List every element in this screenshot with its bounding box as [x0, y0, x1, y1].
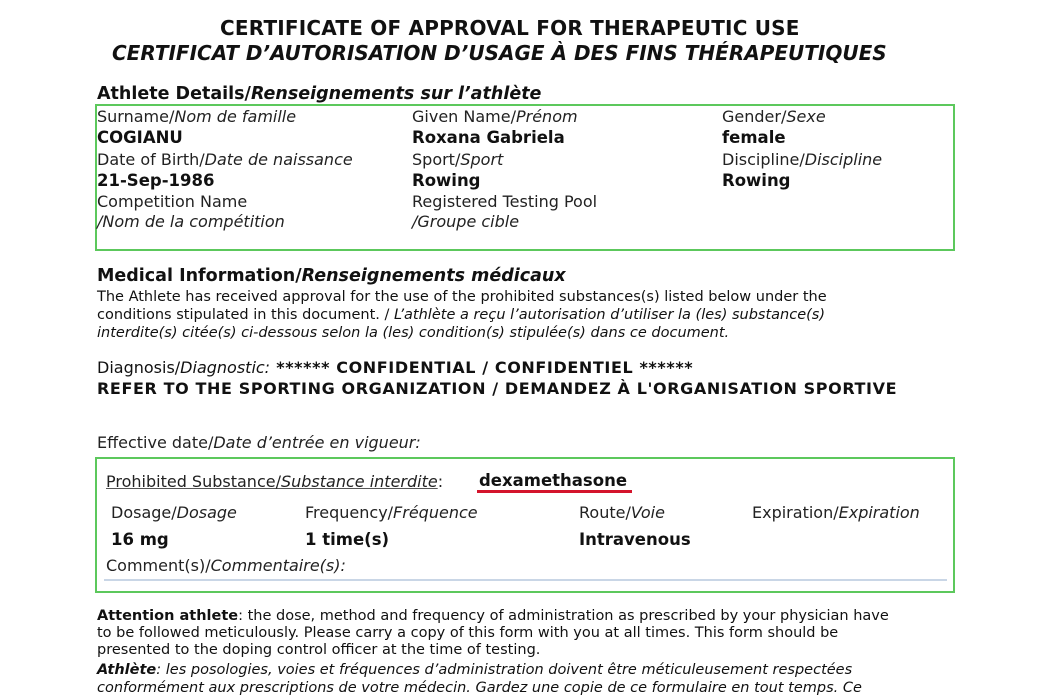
testing-pool-label-fr: /Groupe cible — [412, 212, 520, 231]
diagnosis-line: Diagnosis/Diagnostic: ****** CONFIDENTIAL / CONFIDENTIEL ****** — [97, 358, 694, 377]
competition-label-fr: /Nom de la compétition — [97, 212, 285, 231]
approval-text-line-1: The Athlete has received approval for the use of the prohibited substances(s) listed below under the — [97, 289, 827, 305]
frequency-value: 1 time(s) — [305, 530, 390, 549]
given-name-label: Given Name/Prénom — [412, 107, 578, 126]
expiration-label: Expiration/Expiration — [752, 503, 920, 522]
comment-divider — [104, 579, 947, 581]
sport-value: Rowing — [412, 171, 481, 190]
attention-line-1: Attention athlete: the dose, method and frequency of administration as prescribed by your physician have — [97, 608, 889, 624]
discipline-value: Rowing — [722, 171, 791, 190]
substance-highlight-underline — [477, 490, 632, 493]
attention-line-3: presented to the doping control officer at the time of testing. — [97, 642, 541, 658]
testing-pool-label-en: Registered Testing Pool — [412, 192, 598, 211]
dosage-value: 16 mg — [111, 530, 169, 549]
frequency-label: Frequency/Fréquence — [305, 503, 478, 522]
attention-fr-line-2: conformément aux prescriptions de votre médecin. Gardez une copie de ce formulaire en tout temps. Ce — [97, 680, 862, 696]
dosage-label: Dosage/Dosage — [111, 503, 237, 522]
dob-value: 21-Sep-1986 — [97, 171, 215, 190]
effective-date-label: Effective date/Date d’entrée en vigueur: — [97, 433, 421, 452]
refer-line: REFER TO THE SPORTING ORGANIZATION / DEMANDEZ À L'ORGANISATION SPORTIVE — [97, 379, 898, 398]
approval-text-line-3: interdite(s) citée(s) ci-dessous selon la (les) condition(s) stipulée(s) dans ce document. — [97, 325, 730, 341]
medical-section-heading: Medical Information/Renseignements médicaux — [97, 266, 566, 286]
dob-label: Date of Birth/Date de naissance — [97, 150, 353, 169]
gender-label: Gender/Sexe — [722, 107, 826, 126]
surname-value: COGIANU — [97, 128, 183, 147]
competition-label-en: Competition Name — [97, 192, 248, 211]
substance-label: Prohibited Substance/Substance interdite: — [106, 472, 444, 491]
title-french: CERTIFICAT D’AUTORISATION D’USAGE À DES FINS THÉRAPEUTIQUES — [112, 41, 887, 65]
surname-label: Surname/Nom de famille — [97, 107, 297, 126]
route-value: Intravenous — [579, 530, 691, 549]
given-name-value: Roxana Gabriela — [412, 128, 565, 147]
gender-value: female — [722, 128, 786, 147]
attention-line-2: to be followed meticulously. Please carry a copy of this form with you at all times. This form should be — [97, 625, 839, 641]
athlete-section-heading: Athlete Details/Renseignements sur l’athlète — [97, 84, 542, 104]
discipline-label: Discipline/Discipline — [722, 150, 883, 169]
title-english: CERTIFICATE OF APPROVAL FOR THERAPEUTIC USE — [220, 16, 800, 40]
approval-text-line-2: conditions stipulated in this document. / L’athlète a reçu l’autorisation d’utiliser la (les) substance(s) — [97, 307, 826, 323]
route-label: Route/Voie — [579, 503, 665, 522]
comment-label: Comment(s)/Commentaire(s): — [106, 556, 346, 575]
substance-value: dexamethasone — [479, 471, 628, 490]
attention-fr-line-1: Athlète: les posologies, voies et fréquences d’administration doivent être méticuleusement respectées — [97, 662, 853, 678]
sport-label: Sport/Sport — [412, 150, 504, 169]
